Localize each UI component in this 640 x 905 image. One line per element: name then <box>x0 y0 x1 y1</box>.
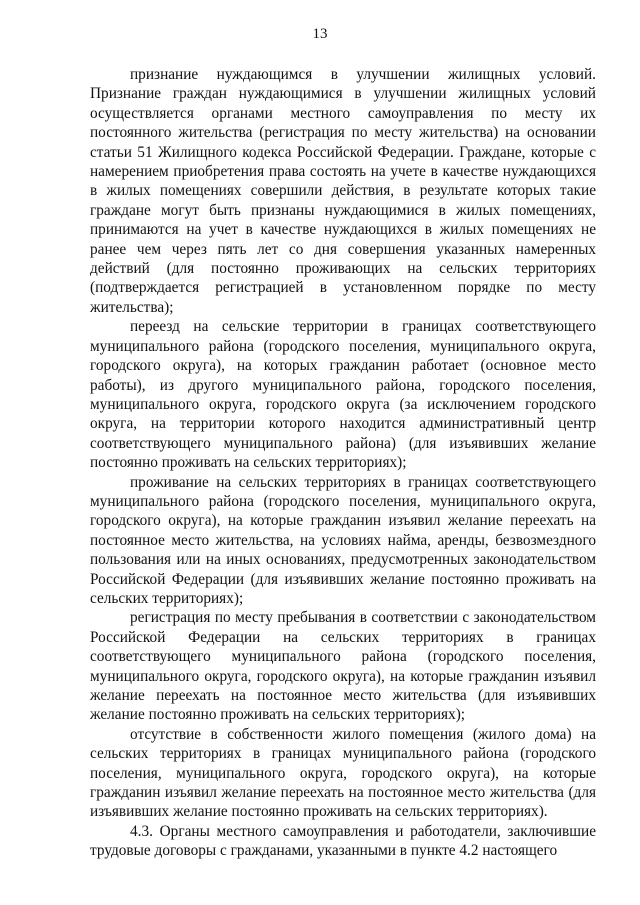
paragraph-no-property: отсутствие в собственности жилого помещения (жилого дома) на сельских территориях в границах муниципального района (городского поселения, муниципального округа, городского округа), на которые гражданин изъявил желание переехать на постоянное место жительства (для изъявивших желание постоянно проживать на сельских территориях). <box>90 725 596 821</box>
paragraph-registration: регистрация по месту пребывания в соответствии с законодательством Российской Федерации на сельских территориях в границах соответствующего муниципального района (городского поселения, муниципального округа, городского округа), на которые гражданин изъявил желание переехать на постоянное место жительства (для изъявивших желание постоянно проживать на сельских территориях); <box>90 609 596 724</box>
paragraph-relocation: переезд на сельские территории в границах соответствующего муниципального района (городского поселения, муниципального округа, городского округа), на которых гражданин работает (основное место работы), из другого муниципального района, городского поселения, муниципального округа, городского округа (за исключением городского округа, на территории которого находится административный центр соответствующего муниципального района) (для изъявивших желание постоянно проживать на сельских территориях); <box>90 318 596 472</box>
paragraph-housing-needs: признание нуждающимся в улучшении жилищных условий. Признание граждан нуждающимися в улучшении жилищных условий осуществляется органами местного самоуправления по месту их постоянного жительства (регистрация по месту жительства) на основании статьи 51 Жилищного кодекса Российской Федерации. Граждане, которые с намерением приобретения права состоять на учете в качестве нуждающихся в жилых помещениях совершили действия, в результате которых такие граждане могут быть признаны нуждающимися в жилых помещениях, принимаются на учет в качестве нуждающихся в жилых помещениях не ранее чем через пять лет со дня совершения указанных намеренных действий (для постоянно проживающих на сельских территориях (подтверждается регистрацией в установленном порядке по месту жительства); <box>90 66 596 316</box>
document-body <box>90 65 596 861</box>
paragraph-section-4-3: 4.3. Органы местного самоуправления и работодатели, заключившие трудовые договоры с гражданами, указанными в пункте 4.2 настоящего <box>90 822 596 860</box>
page-number: 13 <box>312 26 328 42</box>
paragraph-residence: проживание на сельских территориях в границах соответствующего муниципального района (городского поселения, муниципального округа, городского округа), на которые гражданин изъявил желание переехать на постоянное место жительства, на условиях найма, аренды, безвозмездного пользования или на иных основаниях, предусмотренных законодательством Российской Федерации (для изъявивших желание постоянно проживать на сельских территориях); <box>90 473 596 607</box>
